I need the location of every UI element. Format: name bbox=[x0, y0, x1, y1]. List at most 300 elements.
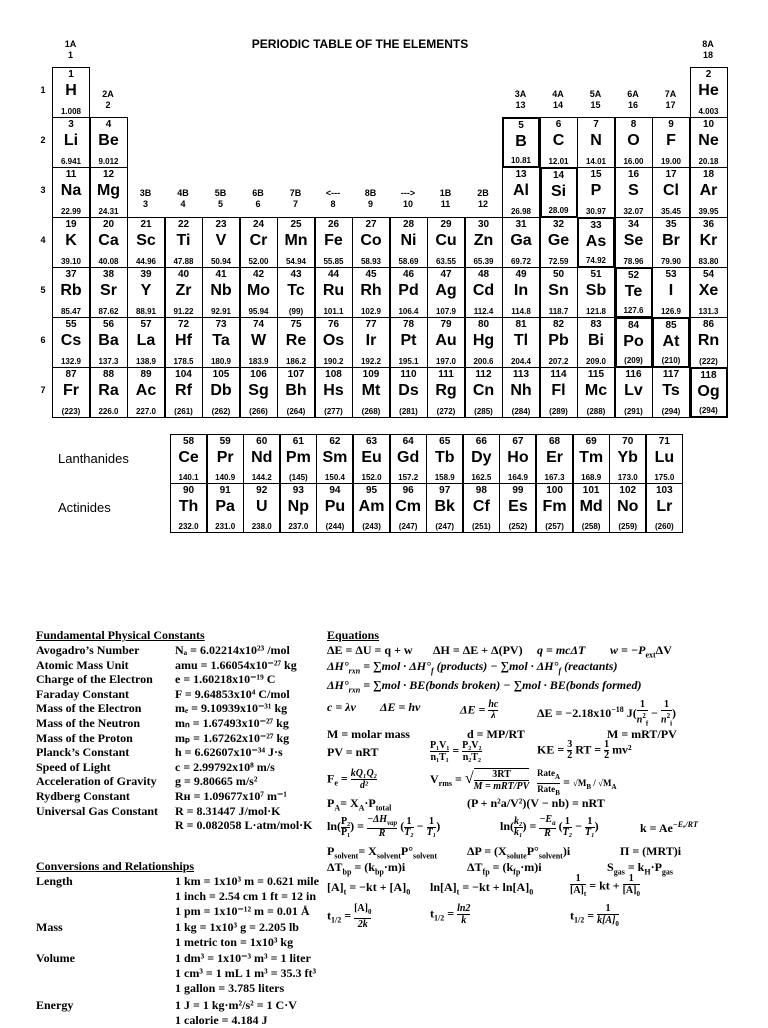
equation-cc-eq: ) = bbox=[350, 818, 364, 833]
element-symbol: Os bbox=[322, 332, 345, 349]
equation-boiling-point bbox=[327, 860, 405, 876]
atomic-mass: 55.85 bbox=[323, 256, 344, 266]
constant-row bbox=[36, 731, 336, 746]
atomic-mass: 65.39 bbox=[473, 256, 494, 266]
atomic-number: 22 bbox=[177, 219, 190, 230]
constant-name: Avogadro’s Number bbox=[36, 643, 140, 657]
atomic-mass: 102.9 bbox=[360, 306, 382, 316]
element-symbol: Xe bbox=[698, 282, 719, 299]
equation-zo-t: t bbox=[343, 887, 347, 897]
atomic-number: 43 bbox=[290, 269, 302, 280]
equation-work-lhs: w = −P bbox=[610, 643, 646, 657]
constant-value: amu = 1.66054x10⁻²⁷ kg bbox=[175, 657, 297, 672]
element-cell bbox=[609, 483, 646, 533]
atomic-number: 37 bbox=[65, 269, 77, 280]
atomic-mass: 58.93 bbox=[360, 256, 382, 266]
equation-hf-den: k bbox=[461, 915, 467, 926]
constant-row bbox=[36, 716, 336, 731]
group-header-line: 17 bbox=[665, 100, 676, 110]
element-cell bbox=[127, 317, 165, 368]
atomic-mass: 22.99 bbox=[60, 206, 82, 216]
equation-raoult-solvent3: solvent bbox=[413, 851, 437, 861]
element-symbol: Fr bbox=[63, 382, 79, 399]
element-cell bbox=[90, 167, 128, 218]
page-title: PERIODIC TABLE OF THE ELEMENTS bbox=[251, 37, 469, 51]
equation-first-order bbox=[430, 880, 533, 896]
atomic-mass: 72.59 bbox=[548, 256, 569, 266]
element-cell bbox=[277, 267, 315, 318]
element-symbol: Pr bbox=[216, 449, 234, 466]
atomic-number: 42 bbox=[252, 269, 265, 280]
atomic-number: 12 bbox=[102, 169, 115, 180]
element-cell bbox=[465, 367, 503, 418]
equation-photon-hc-num: hc bbox=[488, 699, 499, 710]
element-cell bbox=[390, 483, 427, 533]
equation-molar-mass-gas: M = mRT/PV bbox=[607, 727, 677, 741]
atomic-mass: 152.0 bbox=[361, 472, 382, 482]
element-cell bbox=[352, 217, 390, 268]
element-symbol: Ho bbox=[507, 449, 529, 466]
element-cell bbox=[165, 367, 203, 418]
actinides-label: Actinides bbox=[58, 500, 111, 515]
element-symbol: Ru bbox=[322, 282, 345, 299]
equation-henry-dot: ·P bbox=[650, 860, 662, 874]
element-cell bbox=[609, 434, 646, 484]
constant-value: mₑ = 9.10939x10⁻³¹ kg bbox=[175, 701, 288, 716]
equation-rydberg-frac1 bbox=[637, 700, 648, 728]
element-cell bbox=[165, 267, 203, 318]
constant-value: g = 9.80665 m/s² bbox=[175, 774, 258, 789]
atomic-mass: 231.0 bbox=[215, 521, 236, 531]
atomic-number: 110 bbox=[400, 369, 417, 380]
equation-ar-open: ( bbox=[558, 818, 563, 833]
element-cell bbox=[690, 217, 728, 268]
atomic-mass: 112.4 bbox=[473, 306, 494, 316]
element-symbol: O bbox=[627, 132, 640, 149]
atomic-number: 97 bbox=[439, 485, 451, 496]
element-cell bbox=[390, 317, 428, 368]
atomic-number: 47 bbox=[440, 269, 452, 280]
equation-rydberg-frac1-den bbox=[637, 711, 648, 728]
atomic-mass: (145) bbox=[289, 472, 308, 482]
period-label: 3 bbox=[40, 185, 46, 195]
atomic-number: 76 bbox=[327, 319, 340, 330]
equation-fp-dt: ΔT bbox=[467, 860, 483, 874]
group-header bbox=[652, 89, 690, 111]
atomic-number: 59 bbox=[219, 436, 231, 447]
atomic-mass: 83.80 bbox=[698, 256, 719, 266]
atomic-number: 10 bbox=[702, 119, 715, 130]
element-cell bbox=[463, 434, 500, 484]
equation-hess-f2: f bbox=[558, 666, 562, 676]
equation-raoult-solvent2: solvent bbox=[376, 851, 401, 861]
element-cell bbox=[577, 367, 615, 418]
atomic-number: 49 bbox=[515, 269, 527, 280]
element-symbol: Rn bbox=[697, 332, 720, 349]
element-cell bbox=[502, 267, 540, 318]
element-symbol: In bbox=[513, 282, 529, 299]
atomic-number: 74 bbox=[252, 319, 265, 330]
conversion-row bbox=[36, 966, 336, 981]
equation-rms-speed bbox=[430, 768, 529, 792]
element-symbol: Eu bbox=[361, 449, 382, 466]
equation-bp-sub: bp bbox=[342, 867, 352, 877]
equation-work-tail: ΔV bbox=[655, 643, 672, 657]
equation-graham-rhs: $√M_B / √M_A$ bbox=[572, 778, 617, 791]
equation-hs-ka: k[A] bbox=[597, 915, 616, 926]
equation-cc-t2-num: 1 bbox=[404, 817, 414, 828]
element-cell bbox=[52, 117, 90, 168]
equation-ke-frac2-den: 2 bbox=[604, 750, 610, 761]
equation-cc-t2 bbox=[404, 817, 414, 838]
group-header-line: 5 bbox=[217, 199, 223, 209]
equation-zo-0: 0 bbox=[406, 887, 411, 897]
element-symbol: Tc bbox=[287, 282, 305, 299]
equation-cc-t1-den: T₁ bbox=[426, 826, 437, 838]
element-symbol: Se bbox=[623, 232, 644, 249]
equation-combined-right-num: P₂V₂ bbox=[462, 740, 482, 751]
atomic-number: 71 bbox=[658, 436, 670, 447]
equation-dalton-p: P bbox=[327, 796, 335, 810]
element-symbol: Cu bbox=[435, 232, 457, 249]
atomic-number: 106 bbox=[250, 369, 267, 380]
element-cell bbox=[427, 367, 465, 418]
equation-vapor-lowering bbox=[467, 844, 570, 860]
element-cell bbox=[615, 217, 653, 268]
atomic-number: 108 bbox=[325, 369, 342, 380]
atomic-mass: 164.9 bbox=[507, 472, 528, 482]
atomic-mass: 78.96 bbox=[623, 256, 644, 266]
equation-rydberg-frac2 bbox=[661, 700, 672, 728]
constant-row bbox=[36, 760, 336, 775]
atomic-mass: (268) bbox=[361, 406, 381, 416]
equation-rms-num: 3RT bbox=[474, 769, 530, 781]
element-symbol: I bbox=[668, 282, 674, 299]
equation-wave: c = λv bbox=[327, 700, 356, 714]
element-symbol: Na bbox=[60, 182, 82, 199]
atomic-number: 116 bbox=[625, 369, 642, 380]
atomic-mass: 50.94 bbox=[210, 256, 232, 266]
equation-photon-energy: ΔE = hv bbox=[380, 700, 421, 714]
atomic-mass: 173.0 bbox=[617, 472, 638, 482]
conversion-value: 1 dm³ = 1x10⁻³ m³ = 1 liter bbox=[175, 951, 311, 965]
atomic-mass: 118.7 bbox=[548, 306, 569, 316]
group-header bbox=[389, 188, 427, 210]
atomic-mass: 197.0 bbox=[435, 356, 457, 366]
conversion-value: 1 kg = 1x10³ g = 2.205 lb bbox=[175, 920, 299, 934]
equation-fp-eq: = (k bbox=[492, 860, 514, 874]
equation-henry-s: S bbox=[607, 860, 614, 874]
element-cell bbox=[90, 117, 128, 168]
atomic-mass: 186.2 bbox=[285, 356, 307, 366]
atomic-number: 88 bbox=[102, 369, 115, 380]
equation-hf-eq: = bbox=[447, 906, 455, 921]
group-header-line: 2B bbox=[477, 188, 489, 198]
group-header-line: 18 bbox=[702, 50, 713, 60]
conversion-category: Volume bbox=[36, 951, 75, 965]
equation-be-rxn: rxn bbox=[348, 685, 361, 695]
element-cell bbox=[90, 217, 128, 268]
atomic-mass: 127.6 bbox=[623, 305, 644, 315]
equation-hf-frac bbox=[457, 903, 470, 926]
atomic-mass: 227.0 bbox=[135, 406, 157, 416]
element-symbol: Re bbox=[285, 332, 307, 349]
atomic-number: 56 bbox=[102, 319, 115, 330]
element-cell bbox=[536, 483, 573, 533]
element-symbol: Nb bbox=[210, 282, 232, 299]
constant-name: Speed of Light bbox=[36, 759, 111, 774]
atomic-mass: 137.3 bbox=[98, 356, 119, 366]
element-symbol: Zr bbox=[175, 282, 192, 299]
group-header bbox=[52, 39, 90, 61]
element-cell bbox=[352, 267, 390, 318]
atomic-number: 32 bbox=[552, 219, 565, 230]
group-header bbox=[89, 89, 127, 111]
element-cell bbox=[353, 434, 390, 484]
element-symbol: Zn bbox=[473, 232, 494, 249]
atomic-number: 77 bbox=[365, 319, 377, 330]
element-cell bbox=[499, 483, 536, 533]
atomic-mass: 144.2 bbox=[251, 472, 272, 482]
equation-so-eq: = kt + bbox=[589, 878, 620, 893]
atomic-number: 58 bbox=[182, 436, 195, 447]
equation-rydberg-frac2-den bbox=[661, 711, 672, 728]
atomic-mass: 40.08 bbox=[98, 256, 119, 266]
constant-row bbox=[36, 774, 336, 789]
conversion-row bbox=[36, 935, 336, 950]
atomic-mass: 168.9 bbox=[581, 472, 602, 482]
atomic-mass: (222) bbox=[699, 356, 718, 366]
atomic-mass: (266) bbox=[249, 406, 268, 416]
constant-name: Mass of the Proton bbox=[36, 730, 133, 745]
conversion-row bbox=[36, 920, 336, 935]
element-symbol: Lr bbox=[656, 498, 673, 515]
atomic-number: 1 bbox=[68, 69, 74, 80]
element-symbol: Rf bbox=[175, 382, 192, 399]
atomic-mass: 192.2 bbox=[360, 356, 382, 366]
constant-row bbox=[36, 804, 336, 819]
atomic-number: 44 bbox=[327, 269, 340, 280]
conversion-value: 1 cm³ = 1 mL 1 m³ = 35.3 ft³ bbox=[175, 966, 317, 980]
element-cell bbox=[352, 367, 390, 418]
equation-work bbox=[610, 643, 672, 659]
atomic-number: 83 bbox=[590, 319, 602, 330]
atomic-number: 67 bbox=[512, 436, 524, 447]
atomic-mass: (288) bbox=[586, 406, 606, 416]
equation-rydberg-j: J( bbox=[626, 705, 637, 720]
equation-graham bbox=[537, 768, 617, 799]
element-symbol: Al bbox=[513, 182, 529, 199]
equation-cc-ln: ln( bbox=[327, 818, 342, 833]
group-header-line: 8 bbox=[330, 199, 336, 209]
atomic-number: 64 bbox=[402, 436, 414, 447]
group-header-line: 3A bbox=[514, 89, 527, 99]
conversion-row bbox=[36, 1013, 336, 1028]
conversions-heading: Conversions and Relationships bbox=[36, 859, 195, 873]
equation-vl-solvent: solvent bbox=[538, 851, 563, 861]
equation-ar-efrac bbox=[539, 815, 555, 839]
element-cell bbox=[499, 434, 536, 484]
equation-hz-a: [A] bbox=[354, 903, 368, 914]
equation-zo-rhs: = −kt + [A] bbox=[349, 880, 407, 894]
atomic-mass: (262) bbox=[211, 406, 231, 416]
conversion-row bbox=[36, 874, 336, 889]
element-symbol: He bbox=[698, 82, 719, 99]
equations-heading: Equations bbox=[327, 628, 380, 642]
atomic-number: 46 bbox=[402, 269, 415, 280]
element-cell bbox=[90, 317, 128, 368]
element-cell bbox=[240, 317, 278, 368]
group-header-line: 6A bbox=[627, 89, 639, 99]
equation-hs-frac bbox=[597, 903, 619, 930]
element-cell bbox=[577, 317, 615, 368]
equation-graham-lhs-num bbox=[537, 768, 560, 784]
atomic-number: 15 bbox=[590, 169, 602, 180]
element-symbol: Mn bbox=[284, 232, 308, 249]
atomic-mass: 140.9 bbox=[215, 472, 236, 482]
equation-raoult-p: P bbox=[327, 844, 335, 858]
element-cell bbox=[577, 217, 615, 268]
element-cell bbox=[277, 217, 315, 268]
atomic-mass: (261) bbox=[174, 406, 193, 416]
element-symbol: Be bbox=[98, 132, 119, 149]
atomic-number: 62 bbox=[329, 436, 341, 447]
atomic-mass: (210) bbox=[661, 355, 681, 365]
conversion-value: 1 calorie = 4.184 J bbox=[175, 1013, 268, 1027]
group-header-line: 16 bbox=[627, 100, 638, 110]
constant-value: Rʜ = 1.09677x10⁷ m⁻¹ bbox=[175, 789, 287, 803]
group-header bbox=[277, 188, 315, 210]
atomic-mass: 207.2 bbox=[548, 356, 569, 366]
element-cell bbox=[615, 167, 653, 218]
element-symbol: Ti bbox=[176, 232, 191, 249]
element-cell bbox=[502, 167, 540, 218]
equation-zero-order bbox=[327, 880, 410, 896]
atomic-number: 72 bbox=[177, 319, 190, 330]
equation-bp-kb: bp bbox=[374, 867, 384, 877]
equation-cc-minus: − bbox=[416, 818, 424, 833]
element-symbol: Ar bbox=[699, 182, 718, 199]
atomic-mass: 69.72 bbox=[510, 256, 532, 266]
equation-combined-right bbox=[462, 740, 481, 763]
element-symbol: Th bbox=[178, 498, 199, 515]
atomic-mass: 1.008 bbox=[60, 106, 82, 116]
equation-hs-eq: = bbox=[587, 908, 595, 923]
period-label: 1 bbox=[40, 85, 46, 95]
equation-ar-a: a bbox=[552, 819, 556, 827]
element-cell bbox=[577, 267, 615, 318]
element-cell bbox=[463, 483, 500, 533]
element-cell bbox=[577, 167, 615, 218]
element-symbol: No bbox=[617, 498, 639, 515]
element-symbol: Cm bbox=[395, 498, 422, 515]
atomic-mass: 4.003 bbox=[698, 106, 719, 116]
group-header bbox=[352, 188, 390, 210]
atomic-number: 18 bbox=[702, 169, 715, 180]
equation-rydberg-lhs: ΔE = −2.18x10 bbox=[537, 705, 612, 720]
equation-hs-sub: 1/2 bbox=[574, 915, 585, 925]
atomic-number: 90 bbox=[182, 485, 195, 496]
equation-hess-products: (products) − ∑mol · ΔH° bbox=[436, 659, 559, 673]
element-cell bbox=[577, 117, 615, 168]
atomic-number: 91 bbox=[219, 485, 231, 496]
equation-ke-lhs: KE = bbox=[537, 742, 565, 757]
equation-graham-ma: A bbox=[611, 782, 617, 791]
atomic-number: 57 bbox=[140, 319, 152, 330]
group-header-line: 8A bbox=[702, 39, 714, 49]
equation-cc-hvap bbox=[367, 815, 397, 829]
element-cell bbox=[127, 217, 165, 268]
element-symbol: Br bbox=[662, 232, 680, 249]
atomic-mass: 9.012 bbox=[98, 156, 119, 166]
group-header bbox=[239, 188, 277, 210]
group-header bbox=[127, 188, 165, 210]
equation-ke-mv: mv² bbox=[612, 742, 632, 757]
equation-first-law: ΔE = ΔU = q + w bbox=[327, 643, 413, 657]
element-symbol: Cr bbox=[249, 232, 268, 249]
equation-raoult bbox=[327, 844, 437, 860]
atomic-number: 68 bbox=[548, 436, 561, 447]
atomic-number: 84 bbox=[627, 320, 640, 331]
atomic-number: 52 bbox=[627, 270, 640, 281]
equation-hz-num bbox=[354, 903, 371, 919]
element-symbol: Ni bbox=[400, 232, 417, 249]
atomic-number: 92 bbox=[256, 485, 268, 496]
element-cell bbox=[315, 217, 353, 268]
atomic-number: 98 bbox=[475, 485, 487, 496]
conversion-value: 1 inch = 2.54 cm 1 ft = 12 in bbox=[175, 889, 317, 903]
element-cell bbox=[615, 267, 653, 318]
atomic-mass: 63.55 bbox=[435, 256, 457, 266]
atomic-number: 104 bbox=[175, 369, 192, 380]
equation-arrhenius-lhs: k = Ae bbox=[640, 821, 673, 835]
equation-graham-rate-b: Rate bbox=[537, 783, 556, 794]
atomic-number: 3 bbox=[68, 119, 74, 130]
element-cell bbox=[240, 267, 278, 318]
constant-value: R = 0.082058 L·atm/mol·K bbox=[175, 818, 313, 833]
element-cell bbox=[690, 317, 728, 368]
element-symbol: Cn bbox=[472, 382, 495, 399]
equation-coulomb-eq: = bbox=[340, 771, 348, 786]
element-symbol: Ce bbox=[178, 449, 199, 466]
atomic-number: 41 bbox=[215, 269, 227, 280]
equation-ar-r: R bbox=[544, 828, 551, 839]
group-header bbox=[164, 188, 202, 210]
constant-row bbox=[36, 789, 336, 804]
group-header-line: 4B bbox=[177, 188, 189, 198]
element-cell bbox=[316, 434, 353, 484]
element-symbol: Cl bbox=[663, 182, 679, 199]
element-symbol: Au bbox=[435, 332, 457, 349]
element-cell bbox=[652, 267, 690, 318]
equation-rydberg-frac1-num: 1 bbox=[637, 700, 648, 711]
atomic-number: 26 bbox=[327, 219, 340, 230]
equation-hs-0: 0 bbox=[615, 920, 619, 928]
element-symbol: Sn bbox=[548, 282, 569, 299]
element-symbol: Te bbox=[624, 283, 643, 300]
element-symbol: Lv bbox=[624, 382, 643, 399]
constant-row bbox=[36, 745, 336, 760]
element-cell bbox=[390, 267, 428, 318]
atomic-number: 79 bbox=[440, 319, 452, 330]
element-cell bbox=[426, 483, 463, 533]
equation-hs-den bbox=[597, 915, 619, 930]
group-header bbox=[689, 39, 727, 61]
equation-graham-lhs bbox=[537, 768, 560, 799]
atomic-number: 2 bbox=[705, 69, 712, 80]
equation-hess-reactants: (reactants) bbox=[564, 659, 618, 673]
element-symbol: S bbox=[628, 182, 639, 199]
